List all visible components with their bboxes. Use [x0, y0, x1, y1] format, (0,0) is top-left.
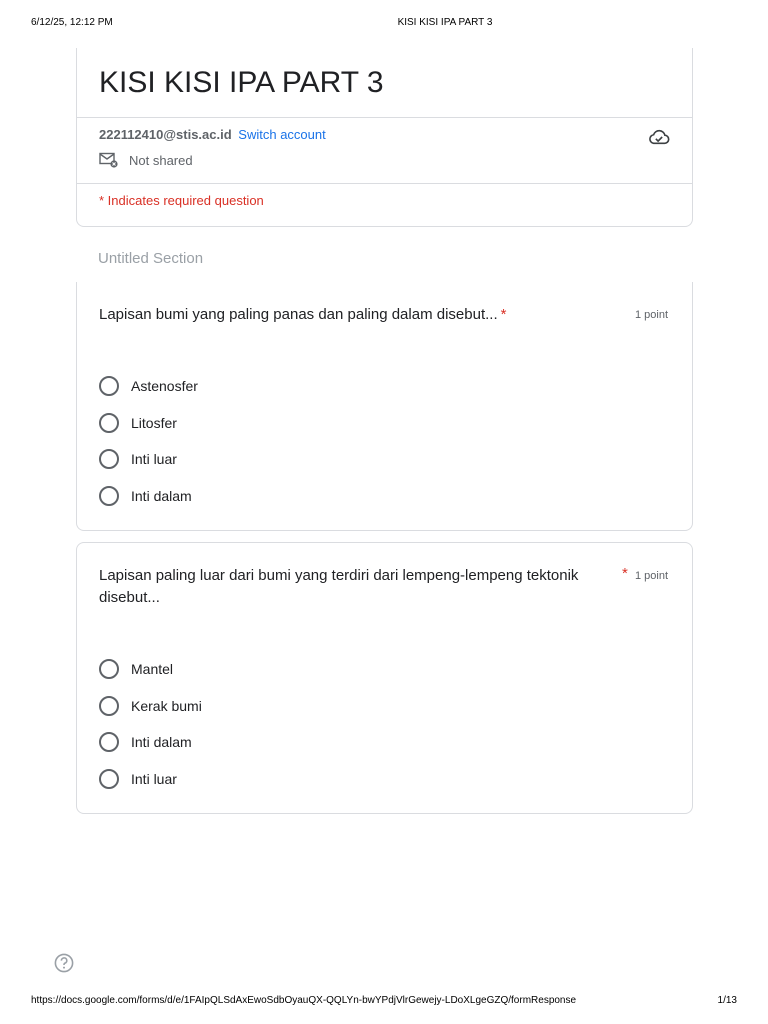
page-number: 1/13 — [717, 995, 737, 1006]
cloud-check-icon[interactable] — [648, 128, 670, 146]
print-page-title: KISI KISI IPA PART 3 — [397, 17, 493, 28]
option-mantel[interactable] — [99, 651, 202, 688]
radio-button[interactable] — [99, 659, 119, 679]
option-inti-luar[interactable] — [99, 441, 198, 478]
question-card-2 — [76, 542, 693, 814]
option-label: Inti dalam — [131, 487, 192, 504]
option-inti-dalam[interactable] — [99, 724, 202, 761]
question-card-1 — [76, 282, 693, 531]
option-label: Mantel — [131, 661, 174, 678]
radio-button[interactable] — [99, 769, 119, 789]
question-points: 1 point — [634, 309, 668, 321]
not-shared-label: Not shared — [129, 153, 193, 168]
radio-button[interactable] — [99, 486, 119, 506]
option-astenosfer[interactable] — [99, 368, 198, 405]
radio-button[interactable] — [99, 449, 119, 469]
radio-button[interactable] — [99, 413, 119, 433]
radio-button[interactable] — [99, 696, 119, 716]
help-icon[interactable] — [54, 953, 74, 973]
option-kerak-bumi[interactable] — [99, 688, 202, 725]
required-asterisk: * — [500, 306, 507, 323]
required-asterisk: * — [622, 565, 628, 582]
answer-options — [99, 651, 202, 797]
print-footer — [0, 995, 768, 1009]
header-divider — [77, 117, 692, 118]
account-email: 222112410@stis.ac.id — [99, 127, 232, 142]
question-text — [99, 304, 619, 326]
print-header — [0, 17, 768, 31]
radio-button[interactable] — [99, 732, 119, 752]
form-header-card — [76, 48, 693, 227]
mail-not-shared-icon — [99, 152, 119, 168]
radio-button[interactable] — [99, 376, 119, 396]
option-litosfer[interactable] — [99, 405, 198, 442]
option-label: Inti luar — [131, 770, 177, 787]
form-title: KISI KISI IPA PART 3 — [99, 66, 384, 99]
print-datetime: 6/12/25, 12:12 PM — [31, 17, 113, 28]
answer-options — [99, 368, 198, 514]
option-label: Astenosfer — [131, 378, 198, 395]
required-divider — [77, 183, 692, 184]
option-inti-luar[interactable] — [99, 761, 202, 798]
switch-account-link[interactable]: Switch account — [238, 127, 326, 142]
question-text-content: Lapisan bumi yang paling panas dan paling dalam disebut... — [99, 306, 498, 323]
page-url: https://docs.google.com/forms/d/e/1FAIpQLSdAxEwoSdbOyauQX-QQLYn-bwYPdjVlrGewejy-LDoXLgeGZQ/formResponse — [31, 995, 577, 1006]
option-label: Litosfer — [131, 414, 177, 431]
option-label: Inti luar — [131, 451, 177, 468]
not-shared-row — [99, 152, 193, 168]
required-note: * Indicates required question — [99, 193, 264, 208]
option-label: Inti dalam — [131, 734, 192, 751]
question-points: 1 point — [634, 570, 668, 582]
option-inti-dalam[interactable] — [99, 478, 198, 515]
section-title: Untitled Section — [98, 250, 204, 267]
question-text: Lapisan paling luar dari bumi yang terdiri dari lempeng-lempeng tektonik disebut... — [99, 567, 579, 606]
account-row — [99, 127, 326, 142]
option-label: Kerak bumi — [131, 697, 202, 714]
